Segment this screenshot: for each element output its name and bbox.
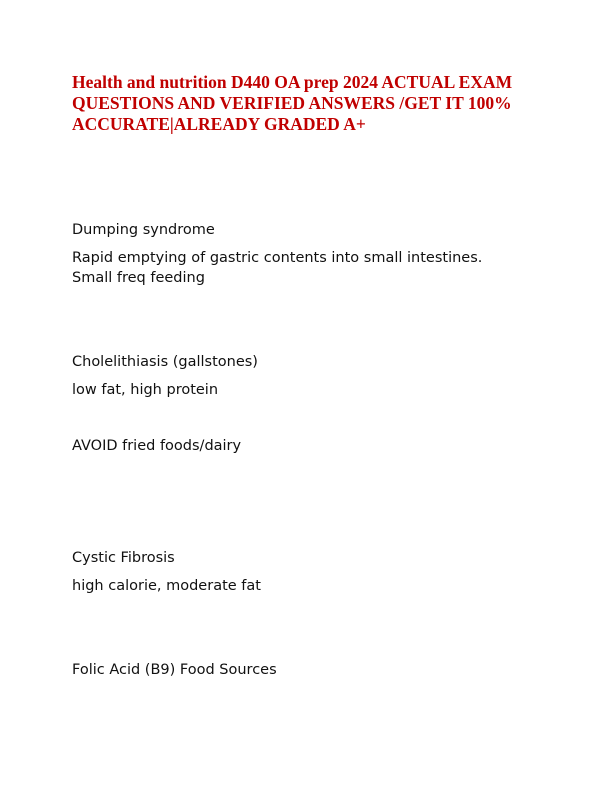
flashcard-term: Cholelithiasis (gallstones) [72, 354, 258, 370]
flashcard-term: Dumping syndrome [72, 222, 215, 238]
flashcard-answer: low fat, high protein [72, 382, 219, 398]
flashcard-answer [72, 248, 542, 288]
answer-line: Rapid emptying of gastric contents into small intestines. [72, 250, 483, 266]
flashcard-term: Folic Acid (B9) Food Sources [72, 662, 277, 678]
flashcard-term: Cystic Fibrosis [72, 550, 175, 566]
page-title: Health and nutrition D440 OA prep 2024 ACTUAL EXAM QUESTIONS AND VERIFIED ANSWERS /GET IT 100% ACCURATE|ALREADY GRADED A+ [72, 72, 513, 134]
answer-line: Small freq feeding [72, 270, 205, 286]
flashcard-answer: AVOID fried foods/dairy [72, 438, 242, 454]
flashcard-answer: high calorie, moderate fat [72, 578, 261, 594]
